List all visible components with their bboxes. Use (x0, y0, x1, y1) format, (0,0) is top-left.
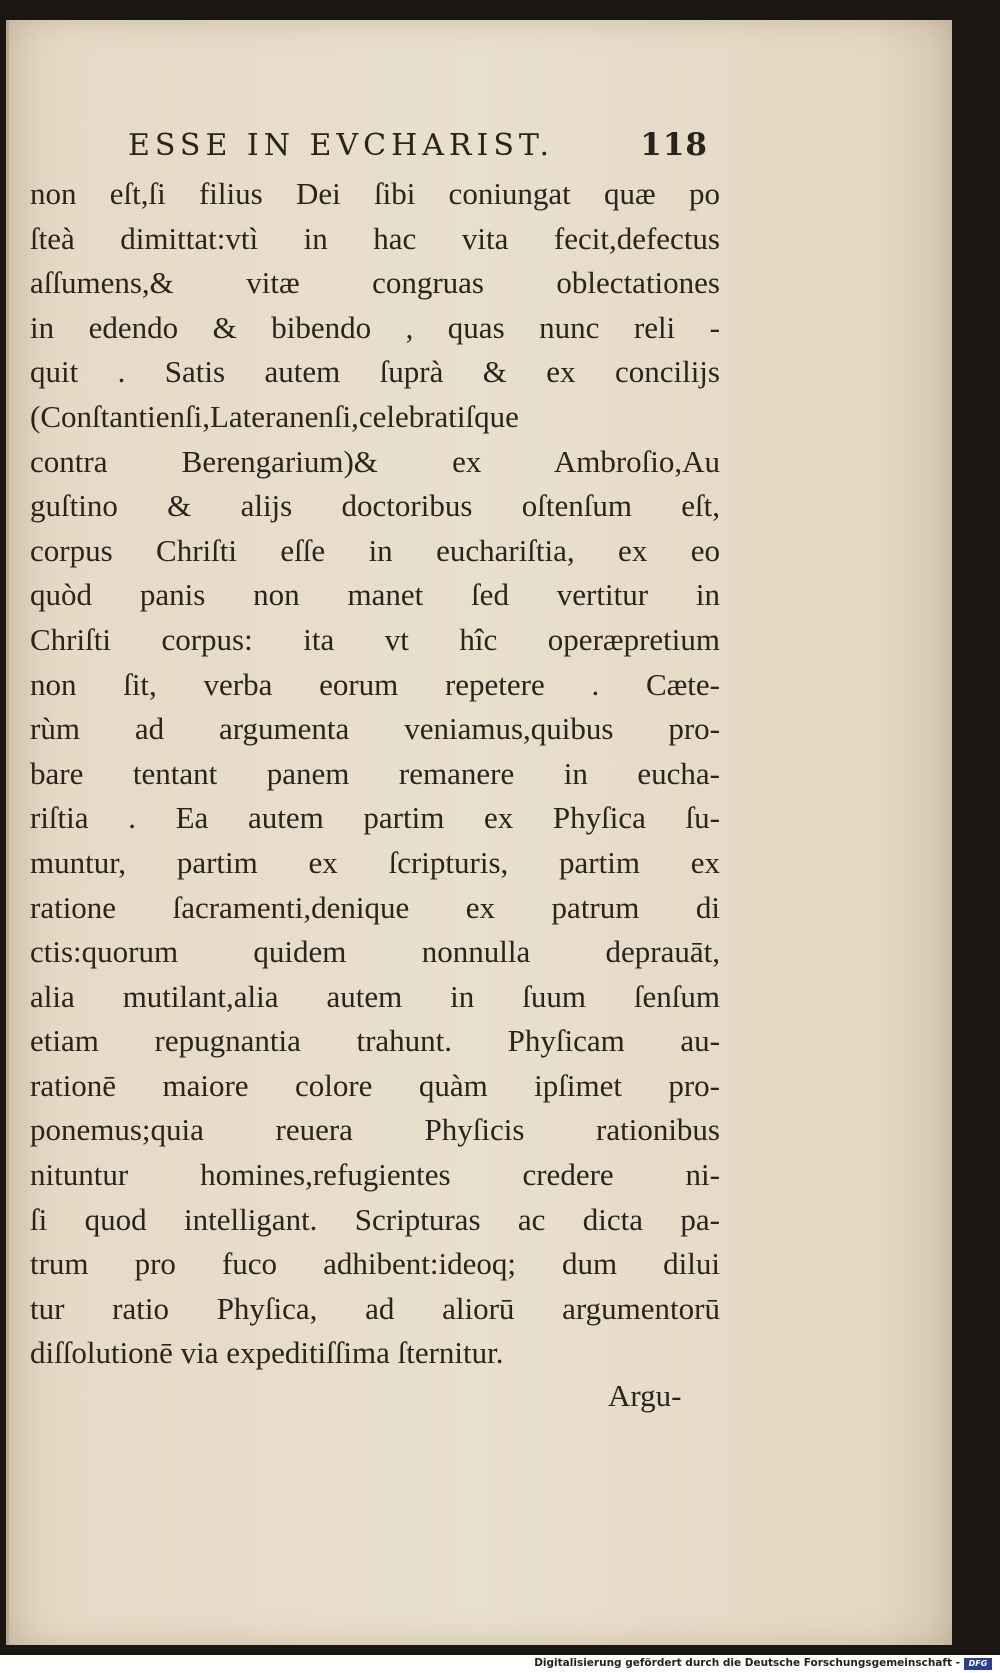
text-line: ratione ſacramenti,denique ex patrum di (30, 889, 720, 925)
digitization-credit: Digitalisierung gefördert durch die Deutsche Forschungsgemeinschaft - (534, 1657, 960, 1669)
text-line: ctis:quorum quidem nonnulla deprauāt, (30, 934, 720, 970)
text-line: ſi quod intelligant. Scripturas ac dicta pa- (30, 1201, 720, 1237)
text-line: non ſit, verba eorum repetere . Cæte- (30, 666, 720, 702)
text-line: rationē maiore colore quàm ipſimet pro- (30, 1067, 720, 1103)
running-title: ESSE IN EVCHARIST. (128, 127, 555, 163)
text-line: quit . Satis autem ſuprà & ex concilijs (30, 354, 720, 390)
text-line: ponemus;quia reuera Phyſicis rationibus (30, 1112, 720, 1148)
text-line: in edendo & bibendo , quas nunc reli - (30, 309, 720, 345)
text-line: etiam repugnantia trahunt. Phyſicam au- (30, 1023, 720, 1059)
text-line: quòd panis non manet ſed vertitur in (30, 577, 720, 613)
text-line: diſſolutionē via expeditiſſima ſternitur. (30, 1335, 504, 1371)
text-line: Chriſti corpus: ita vt hîc operæpretium (30, 621, 720, 657)
running-head (128, 124, 708, 166)
text-line: tur ratio Phyſica, ad aliorū argumentorū (30, 1290, 720, 1326)
text-line: contra Berengarium)& ex Ambroſio,Au (30, 443, 720, 479)
catchword: Argu- (608, 1378, 682, 1413)
text-line: rùm ad argumenta veniamus,quibus pro- (30, 711, 720, 747)
page-edge (6, 20, 9, 1645)
text-line: nituntur homines,refugientes credere ni- (30, 1157, 720, 1193)
text-line: bare tentant panem remanere in eucha- (30, 755, 720, 791)
text-line: muntur, partim ex ſcripturis, partim ex (30, 844, 720, 880)
text-line: alia mutilant,alia autem in ſuum ſenſum (30, 978, 720, 1014)
text-line: non eſt,ſi filius Dei ſibi coniungat quæ po (30, 176, 720, 211)
text-line: corpus Chriſti eſſe in euchariſtia, ex eo (30, 532, 720, 568)
body-text (30, 172, 720, 1376)
text-line: (Conſtantienſi,Lateranenſi,celebratiſque (30, 398, 519, 434)
text-line: ſteà dimittat:vtì in hac vita fecit,defectus (30, 220, 720, 256)
dfg-logo-icon: DFG (964, 1658, 992, 1670)
text-line: riſtia . Ea autem partim ex Phyſica ſu- (30, 800, 720, 836)
text-line: guſtino & alijs doctoribus oſtenſum eſt, (30, 488, 720, 524)
text-line: trum pro fuco adhibent:ideoq; dum dilui (30, 1246, 720, 1282)
text-line: aſſumens,& vitæ congruas oblectationes (30, 265, 720, 301)
page-number: 118 (640, 127, 708, 163)
